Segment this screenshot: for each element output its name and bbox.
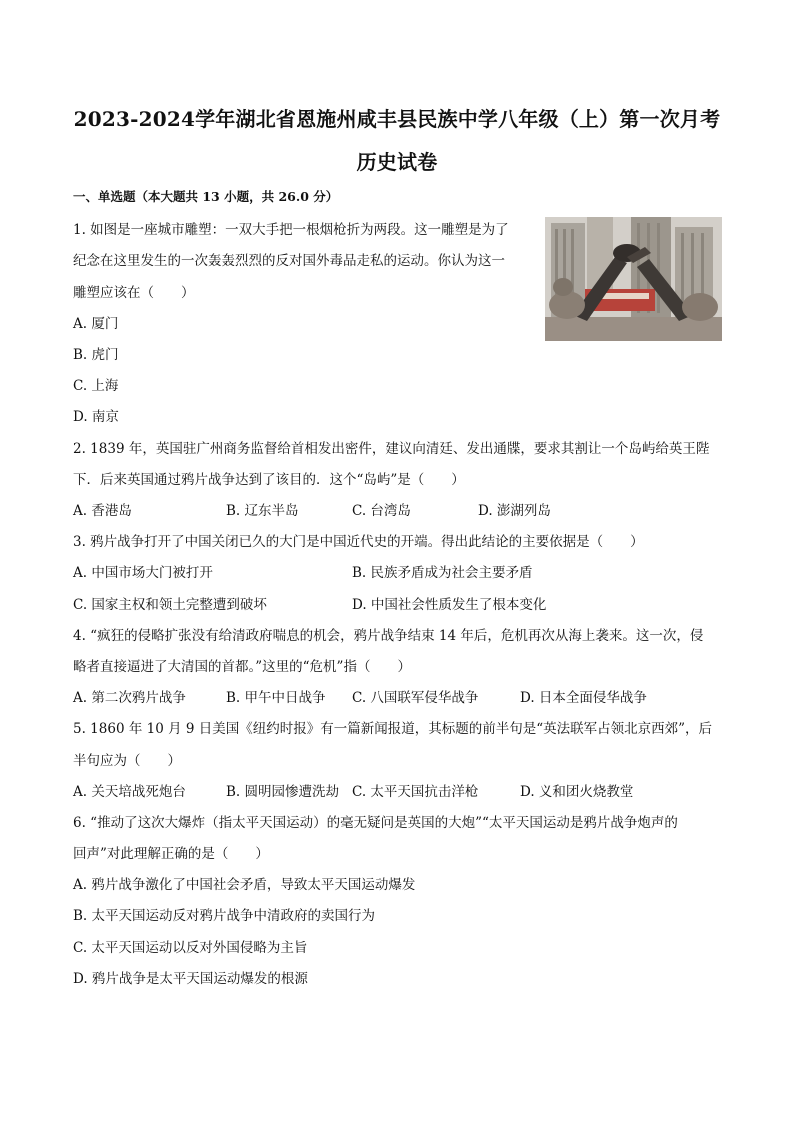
q1-text-line1: 1. 如图是一座城市雕塑：一双大手把一根烟枪折为两段。这一雕塑是为了 [73, 222, 509, 238]
q6-text-line2: 回声”对此理解正确的是（ ） [73, 846, 269, 862]
q4-option-c: C. 八国联军侵华战争 [352, 690, 479, 706]
exam-title-line1: 2023-2024学年湖北省恩施州咸丰县民族中学八年级（上）第一次月考 [73, 107, 721, 131]
q5-text-line2: 半句应为（ ） [73, 753, 181, 769]
q6-text-line1: 6. “推动了这次大爆炸（指太平天国运动）的毫无疑问是英国的大炮”“太平天国运动是鸦片战争炮声的 [73, 815, 678, 831]
q2-option-a: A. 香港岛 [73, 503, 132, 519]
q5-text-line1: 5. 1860 年 10 月 9 日美国《纽约时报》有一篇新闻报道，其标题的前半句是“英法联军占领北京西郊”，后 [73, 721, 713, 737]
q1-text-line3: 雕塑应该在（ ） [73, 285, 195, 301]
q5-option-a: A. 关天培战死炮台 [73, 784, 186, 800]
q2-text-line1: 2. 1839 年，英国驻广州商务监督给首相发出密件，建议向清廷、发出通牒，要求其割让一个岛屿给英王陛 [73, 441, 710, 457]
q5-option-d: D. 义和团火烧教堂 [520, 784, 634, 800]
q4-option-d: D. 日本全面侵华战争 [520, 690, 647, 706]
exam-title-line2: 历史试卷 [356, 150, 438, 174]
q3-option-b: B. 民族矛盾成为社会主要矛盾 [352, 565, 533, 581]
q1-text-line2: 纪念在这里发生的一次轰轰烈烈的反对国外毒品走私的运动。你认为这一 [73, 253, 505, 269]
q2-option-c: C. 台湾岛 [352, 503, 411, 519]
q3-option-c: C. 国家主权和领土完整遭到破坏 [73, 597, 267, 613]
q3-option-a: A. 中国市场大门被打开 [73, 565, 213, 581]
q4-text-line1: 4. “疯狂的侵略扩张没有给清政府喘息的机会，鸦片战争结束 14 年后，危机再次从海上袭来。这一次，侵 [73, 628, 704, 644]
q1-option-c: C. 上海 [73, 378, 119, 394]
q5-option-c: C. 太平天国抗击洋枪 [352, 784, 479, 800]
q3-option-d: D. 中国社会性质发生了根本变化 [352, 597, 547, 613]
q4-text-line2: 略者直接逼进了大清国的首都。”这里的“危机”指（ ） [73, 659, 411, 675]
section-heading: 一、单选题（本大题共 13 小题，共 26.0 分） [73, 189, 339, 204]
q5-option-b: B. 圆明园惨遭洗劫 [226, 784, 340, 800]
q4-option-b: B. 甲午中日战争 [226, 690, 326, 706]
q1-option-a: A. 厦门 [73, 316, 119, 332]
q4-option-a: A. 第二次鸦片战争 [73, 690, 186, 706]
q2-text-line2: 下．后来英国通过鸦片战争达到了该目的．这个“岛屿”是（ ） [73, 472, 465, 488]
q6-option-d: D. 鸦片战争是太平天国运动爆发的根源 [73, 971, 308, 987]
q2-option-d: D. 澎湖列岛 [478, 503, 551, 519]
q1-option-b: B. 虎门 [73, 347, 119, 363]
q6-option-b: B. 太平天国运动反对鸦片战争中清政府的卖国行为 [73, 908, 376, 924]
q6-option-a: A. 鸦片战争激化了中国社会矛盾，导致太平天国运动爆发 [73, 877, 416, 893]
q3-text-line1: 3. 鸦片战争打开了中国关闭已久的大门是中国近代史的开端。得出此结论的主要依据是（ ） [73, 534, 644, 550]
q6-option-c: C. 太平天国运动以反对外国侵略为主旨 [73, 940, 308, 956]
q2-option-b: B. 辽东半岛 [226, 503, 299, 519]
sculpture-photo-image [545, 217, 722, 341]
q1-option-d: D. 南京 [73, 409, 119, 425]
sculpture-photo [545, 217, 722, 341]
